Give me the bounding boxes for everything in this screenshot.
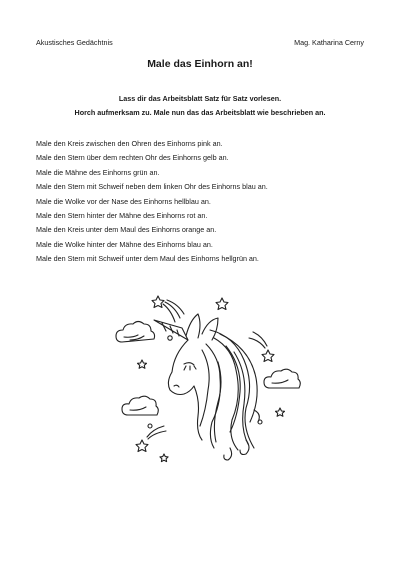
circle-icon <box>168 336 172 340</box>
instruction-line-1: Lass dir das Arbeitsblatt Satz für Satz vorlesen. <box>118 94 282 103</box>
task-item: Male die Wolke vor der Nase des Einhorns hellblau an. <box>36 196 211 206</box>
unicorn-illustration <box>110 290 310 470</box>
task-list <box>36 137 268 267</box>
task-item: Male den Stern über dem rechten Ohr des Einhorns gelb an. <box>36 153 229 163</box>
page-title: Male das Einhorn an! <box>147 58 253 70</box>
task-item: Male die Wolke hinter der Mähne des Einhorns blau an. <box>36 239 213 249</box>
instruction-line-2: Horch aufmerksam zu. Male nun das das Arbeitsblatt wie beschrieben an. <box>74 108 326 117</box>
header-author: Mag. Katharina Cerny <box>294 38 364 47</box>
cloud-icon <box>122 396 158 415</box>
task-item: Male den Kreis unter dem Maul des Einhorns orange an. <box>36 225 217 235</box>
shooting-star-icon <box>136 426 166 452</box>
cloud-icon <box>116 322 155 343</box>
star-icon <box>138 360 147 368</box>
star-icon <box>216 298 228 310</box>
header-subject: Akustisches Gedächtnis <box>36 38 113 47</box>
task-item: Male die Mähne des Einhorns grün an. <box>36 167 160 177</box>
task-item: Male den Stern mit Schweif unter dem Maul des Einhorns hellgrün an. <box>36 254 259 264</box>
circle-icon <box>148 424 152 428</box>
task-item: Male den Kreis zwischen den Ohren des Einhorns pink an. <box>36 139 223 148</box>
star-icon <box>276 408 285 416</box>
cloud-icon <box>264 369 300 388</box>
task-item: Male den Stern hinter der Mähne des Einhorns rot an. <box>36 210 208 220</box>
task-item: Male den Stern mit Schweif neben dem linken Ohr des Einhorns blau an. <box>36 182 268 192</box>
shooting-star-icon <box>152 296 184 322</box>
star-icon <box>160 454 168 462</box>
page-header <box>36 38 364 47</box>
shooting-star-icon <box>249 332 274 362</box>
